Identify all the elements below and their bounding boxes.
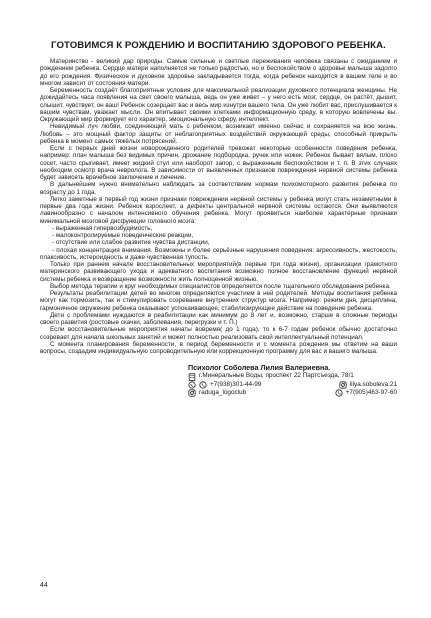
paragraph: В дальнейшем нужно внимательно наблюдать за соответствием нормам психомоторного развития ребенка по возрасту до 1 года. [40,181,397,196]
paragraph: С момента планирования беременности, в период беременности и с момента рождения мы ответим на ваши вопросы, создадим индивидуальную сопроводительную или коррекционную программу для вас и вашего малыша. [40,340,397,355]
phone-number-2: +7(905)463-97-60 [345,388,397,396]
paragraph: Невидимый луч любви, соединяющий мать с ребенком, возникает именно сейчас и сохраняется на всю жизнь. Любовь – это мощный фактор защиты от неблагоприятных воздействий окружающей среды, способный прикрыть ребенка в момент самых тяжёлых потрясений. [40,123,397,145]
paragraph: Только при раннем начале восстановительных мероприятий(в первые три года жизни), организации грамотного материнского развивающего ухода и адекватного воспитания возможно полное восстановление функций нервной системы ребенка и возвращение возможности жить полноценной жизнью. [40,261,397,283]
paragraph: Легко заметные в первый год жизни признаки повреждения нервной системы у ребенка могут стать незаметными в первые два года жизни. Ребенок взрослеет, а дефекты центральной нервной системы остаются. Они выявляются лавинообразно с началом интенсивного обучения ребенка. Могут проявиться наиболее характерные признаки минимальной мозговой дисфункции головного мозга: [40,195,397,225]
page-title: ГОТОВИМСЯ К РОЖДЕНИЮ И ВОСПИТАНИЮ ЗДОРОВОГО РЕБЕНКА. [51,40,386,51]
page-number: 44 [40,582,48,589]
contacts-row-2 [188,389,397,397]
paragraph: Дети с проблемами нуждаются в реабилитации как минимум до 8 лет и, возможно, старше в сложные периоды своего развития (ростовые скачки, заболевания, перегрузки и т. П.) [40,311,397,326]
article-body [40,58,397,355]
paragraph: Если восстановительные мероприятия начаты вовремя( до 1 года), то к 6-7 годам ребенок обычно достаточно созревает для начала школьных занятий и может полностью реализовать свой интеллектуальный потенциал. [40,326,397,341]
phone-icon [199,381,207,389]
address-text: г.Минеральные Воды, проспект 22 Партсъезда, 78/1 [199,372,354,380]
phone-number-1: +7(938)301-44-99 [210,380,262,388]
instagram-handle-2: raduga_logoclub [199,388,247,396]
paragraph: Если с первых дней жизни новорожденного родителей тревожат некоторые особенности поведения ребенка, например: плач малыша без видимых причин, дрожание подбородка, ручек или ножек. Ребенок бывает вялым, плохо сосет, часто срыгивает, имеет жидкий стул или наоборот запор, с выраженным беспокойством и т. п. В этих случаях необходим осмотр врача невролога. В зависимости от выявленных признаков повреждения нервной системы ребенка будет зависеть врачебное заключение и лечение. [40,145,397,181]
paragraph: Материнство - великий дар природы. Самые сильные и светлые переживания человека связаны с ожиданием и рождением ребенка. Сердце матери наполняется не только радостью, но и беспокойством о здоровье малыша задолго до его рождения. Физическое и духовное здоровье закладывается тогда, когда ребенок находится в вашем теле и во многом зависит от состояния матери. [40,58,397,87]
instagram-handle-1: lilya.soboleva.21 [349,380,397,388]
paragraph: Выбор метода терапии и круг необходимых специалистов определяется после тщательного обследования ребенка. [50,282,391,290]
address-row [188,372,397,380]
phone-icon [335,389,343,397]
instagram-icon [188,389,196,397]
list-item: - плохая концентрация внимания. Возможны и более серьёзные нарушения поведения: агрессивность, жестокость, плаксивость, истероидность и даже чувственная тупость. [40,246,397,261]
instagram-icon [339,381,347,389]
list-item: - отсутствие или слабое развитие чувства дистанции, [52,239,210,247]
paragraph: Беременность создаёт благоприятные условия для максимальной реализации духовного потенциала женщины. Не дожидайтесь часа появления на свет своего малыша, ведь он уже живет – у него есть мозг, сердце, он растёт, дышит, слышит, чувствует, он ваш! Ребенок созерцает вас и весь мир изнутри вашего тела. Он уже любит вас, прислушивается к вашим чувствам, уважает мысли. Он впитывает своими клетками информационную среду, в которую вовлечены вы. Окружающий мир формирует его характер, эмоциональную сферу, интеллект. [40,87,397,123]
building-icon [188,373,196,381]
contacts-row-1 [188,381,397,389]
list-item: - выраженная гипервозбудимость, [52,224,153,232]
paragraph: Результаты реабилитации детей во многом определяются участием в ней родителей. Методы воспитания ребенка могут как тормозить, так и стимулировать созревание внутренних структур мозга. Например: режим дня, дисциплина, гармоничное окружение ребенка оказывают успокаивающее, стабилизирующее действие на поведение ребенка. [40,290,397,312]
list-item: - малоконтролируемые поведенческие реакции, [52,232,194,239]
signature-block [188,364,397,397]
author-name: Психолог Соболева Лилия Валериевна. [188,363,331,373]
whatsapp-icon [188,381,196,389]
